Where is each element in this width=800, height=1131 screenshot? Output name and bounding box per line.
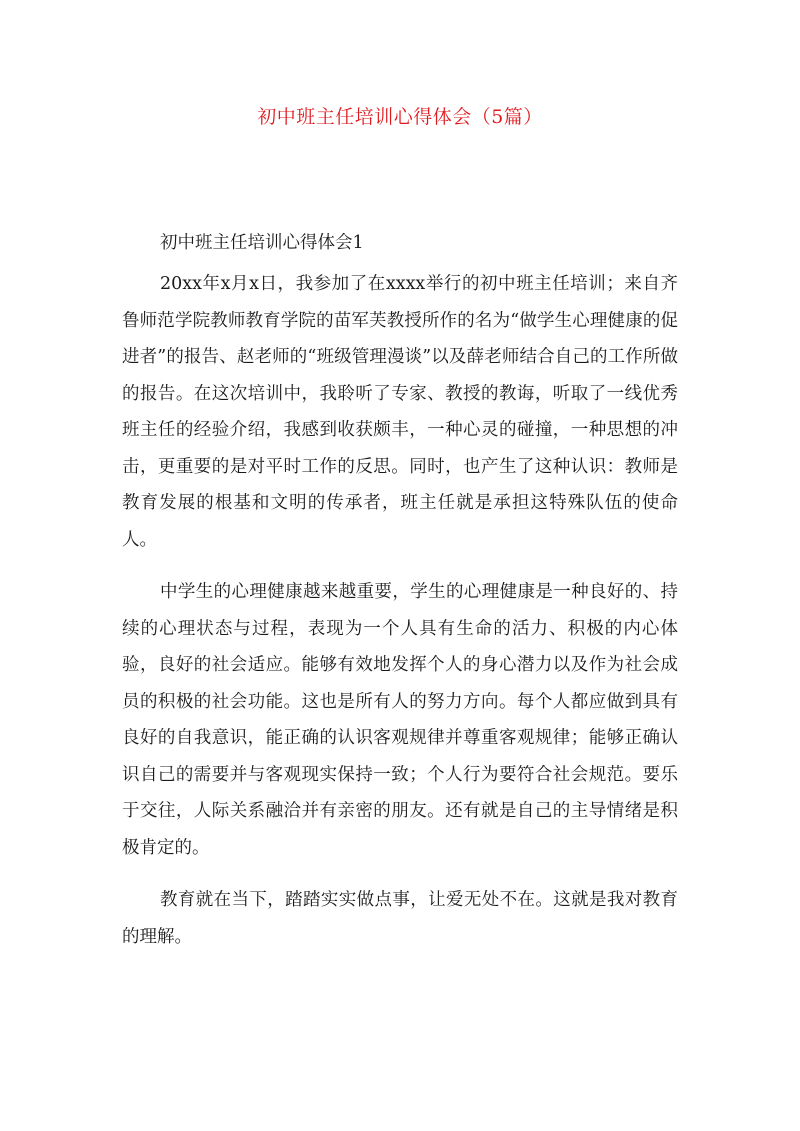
- paragraph-2: 中学生的心理健康越来越重要，学生的心理健康是一种良好的、持续的心理状态与过程，表现为一个人具有生命的活力、积极的内心体验，良好的社会适应。能够有效地发挥个人的身心潜力以及作为社会成员的积极的社会功能。这也是所有人的努力方向。每个人都应做到具有良好的自我意识，能正确的认识客观规律并尊重客观规律；能够正确认识自己的需要并与客观现实保持一致；个人行为要符合社会规范。要乐于交往，人际关系融洽并有亲密的朋友。还有就是自己的主导情绪是积极肯定的。: [122, 582, 678, 858]
- paragraph-3: 教育就在当下，踏踏实实做点事，让爱无处不在。这就是我对教育的理解。: [122, 890, 678, 947]
- document-body: [122, 230, 678, 971]
- document-title: 初中班主任培训心得体会（5篇）: [257, 106, 543, 128]
- section-heading: 初中班主任培训心得体会1: [160, 233, 364, 253]
- paragraph-1: 20xx年x月x日，我参加了在xxxx举行的初中班主任培训；来自齐鲁师范学院教师教育学院的苗军芙教授所作的名为“做学生心理健康的促进者”的报告、赵老师的“班级管理漫谈”以及薛老师结合自己的工作所做的报告。在这次培训中，我聆听了专家、教授的教诲，听取了一线优秀班主任的经验介绍，我感到收获颇丰，一种心灵的碰撞，一种思想的冲击，更重要的是对平时工作的反思。同时，也产生了这种认识：教师是教育发展的根基和文明的传承者，班主任就是承担这特殊队伍的使命人。: [122, 274, 678, 550]
